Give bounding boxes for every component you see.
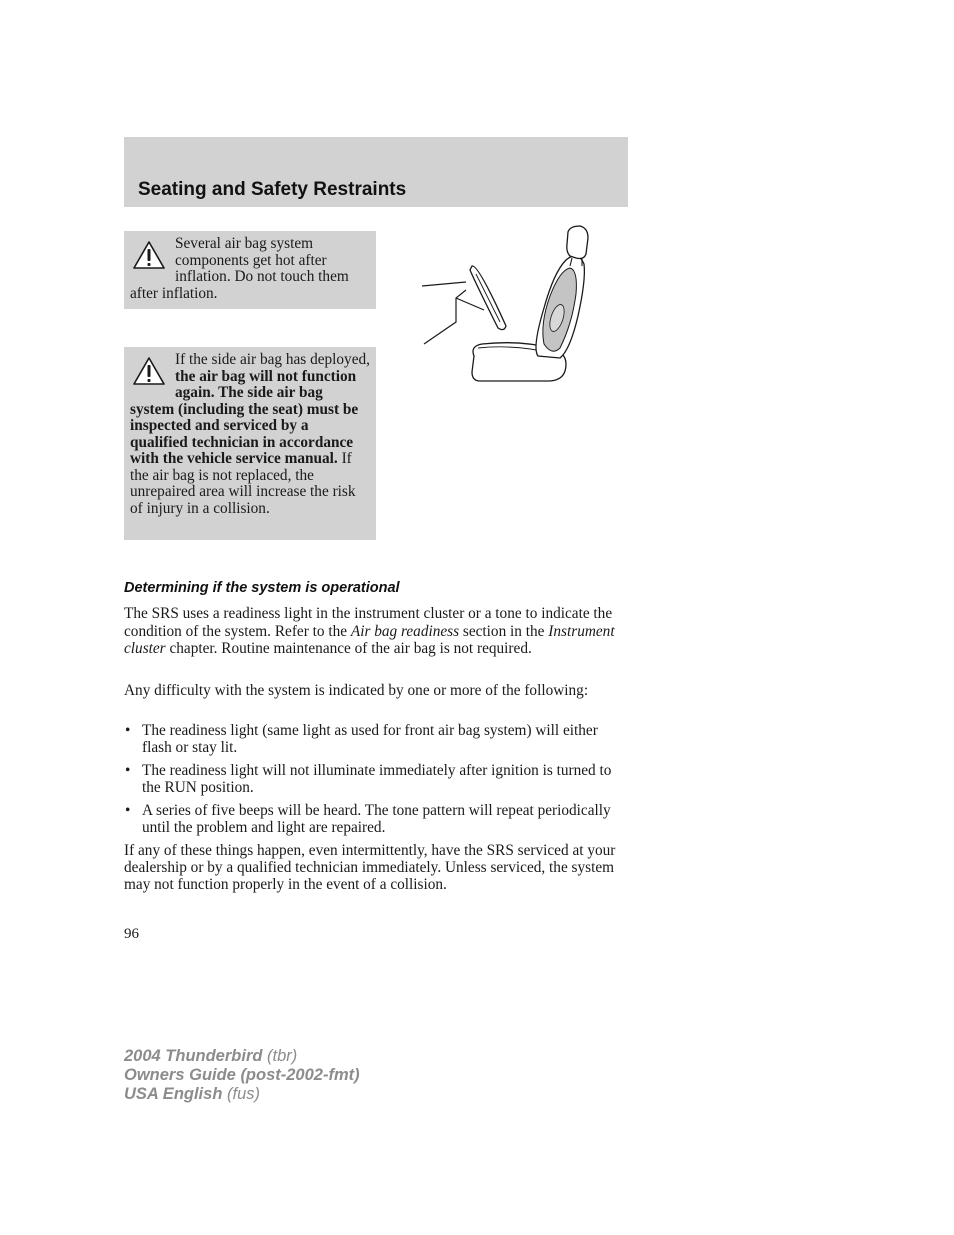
bullet-glyph: • [125, 802, 131, 819]
warning-box-side-air-bag [124, 347, 376, 540]
warning-text-emphasis: the air bag will not function again. The side air bag system (including the seat) must be inspected and serviced by a qualified technician in accordance with the vehicle service manual. [130, 367, 359, 467]
document-footer [124, 1047, 360, 1104]
footer-model: 2004 Thunderbird [124, 1047, 263, 1065]
cross-reference-instrument-cluster: Instrument cluster [124, 622, 615, 657]
symptom-list [124, 723, 629, 843]
footer-line-model [124, 1047, 360, 1066]
list-item [124, 723, 629, 756]
footer-language: USA English [124, 1085, 223, 1103]
warning-box-hot-components [124, 231, 376, 309]
warning-text-run: If the air bag is not replaced, the unrepaired area will increase the risk of injury in a collision. [130, 450, 356, 517]
warning-triangle-icon [132, 240, 166, 270]
paragraph-text: chapter. Routine maintenance of the air bag is not required. [165, 640, 532, 657]
warning-text-run: If the side air bag has deployed, [175, 351, 370, 368]
footer-model-code: (tbr) [262, 1047, 298, 1065]
paragraph-difficulty: Any difficulty with the system is indicated by one or more of the following: [124, 682, 589, 699]
footer-line-language [124, 1085, 360, 1104]
list-item [124, 763, 629, 796]
warning-triangle-icon [132, 356, 166, 386]
list-item-text: The readiness light will not illuminate immediately after ignition is turned to the RUN position. [142, 762, 612, 796]
cross-reference-air-bag-readiness: Air bag readiness [350, 622, 460, 640]
list-item [124, 803, 629, 836]
bullet-glyph: • [125, 762, 131, 779]
section-heading: Determining if the system is operational [124, 580, 400, 596]
footer-language-code: (fus) [222, 1085, 260, 1103]
bullet-glyph: • [125, 722, 131, 739]
seat-side-air-bag-illustration [420, 224, 596, 384]
list-item-text: A series of five beeps will be heard. The tone pattern will repeat periodically until the problem and light are repaired. [142, 802, 611, 836]
list-item-text: The readiness light (same light as used for front air bag system) will either flash or stay lit. [142, 722, 598, 756]
paragraph-readiness [124, 605, 629, 658]
paragraph-text: section in the [459, 622, 549, 640]
page-title: Seating and Safety Restraints [138, 179, 407, 200]
paragraph-text: The SRS uses a readiness light in the instrument cluster or a tone to indicate the condition of the system. Refer to the [124, 605, 613, 640]
header-band [124, 137, 628, 207]
warning-text-run: Several air bag system components get hot after inflation. Do not touch them after inflation. [130, 235, 349, 302]
footer-line-guide [124, 1066, 360, 1085]
paragraph-service: If any of these things happen, even intermittently, have the SRS serviced at your dealership or by a qualified technician immediately. Unless serviced, the system may not function properly in the event of a collision. [124, 842, 616, 893]
page-number: 96 [124, 926, 139, 942]
footer-guide: Owners Guide (post-2002-fmt) [124, 1066, 360, 1084]
